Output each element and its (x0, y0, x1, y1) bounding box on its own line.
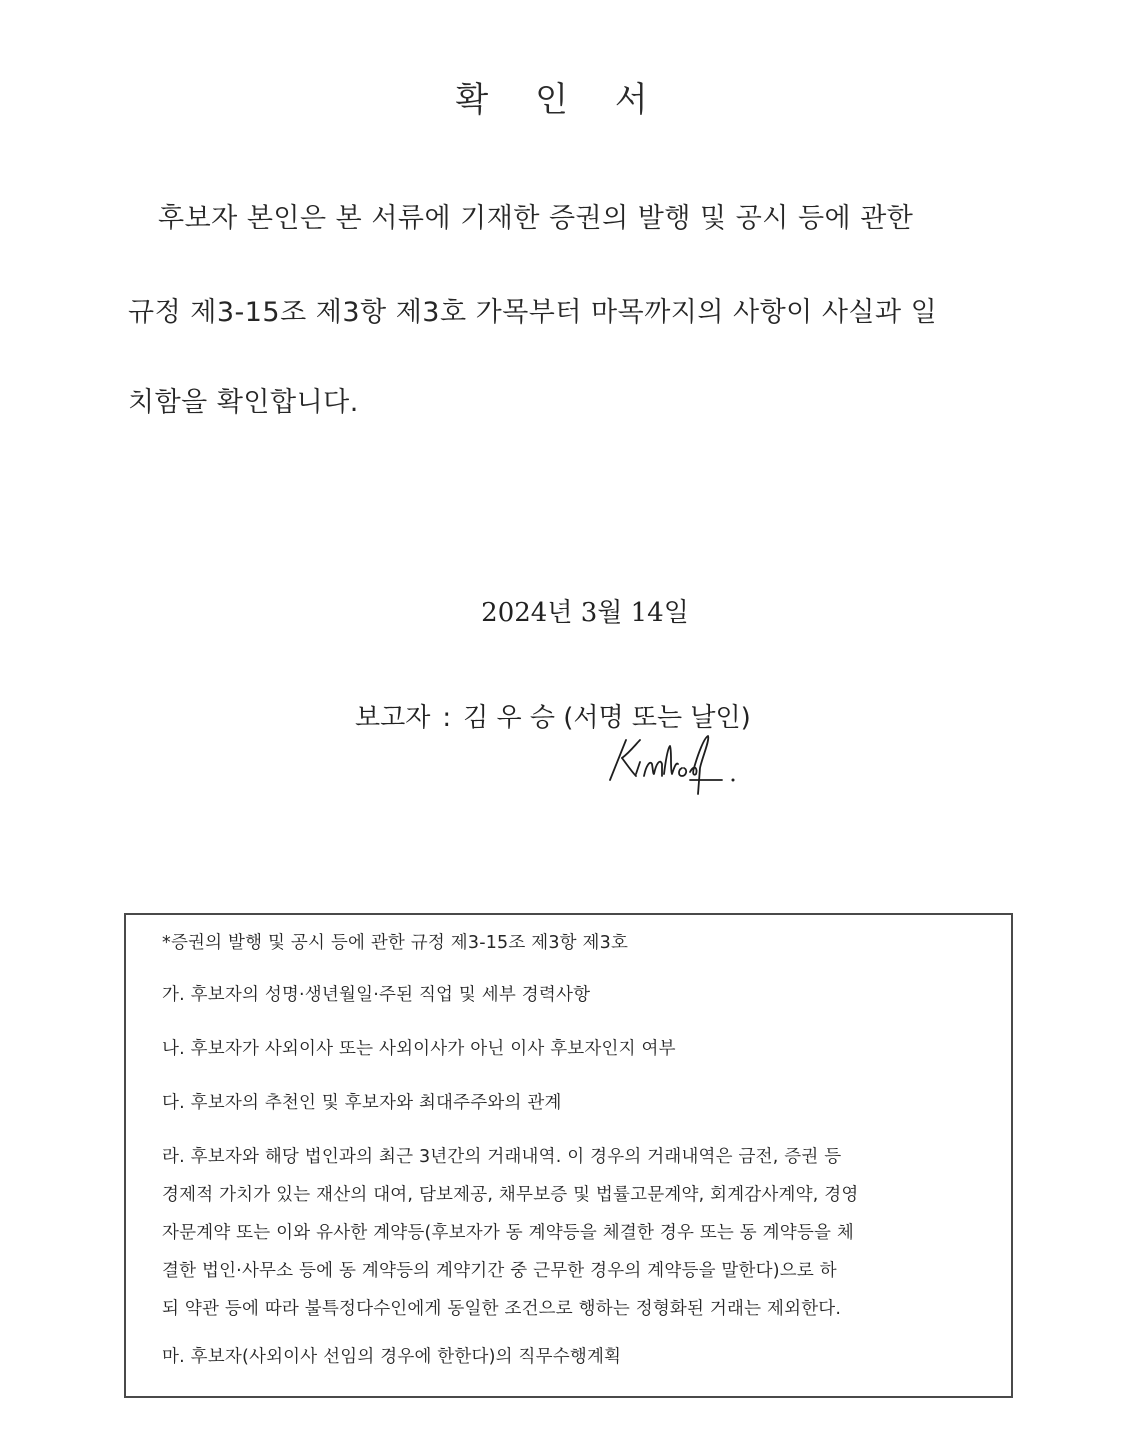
note-item-ra-cont-2: 자문계약 또는 이와 유사한 계약등(후보자가 동 계약등을 체결한 경우 또는 동 계약등을 체 (162, 1223, 854, 1243)
document-date: 2024년 3월 14일 (481, 598, 689, 628)
signature-note: (서명 또는 날인) (563, 703, 751, 733)
reporter-separator: : (442, 703, 452, 733)
note-item-ra-cont-4: 되 약관 등에 따라 불특정다수인에게 동일한 조건으로 행하는 정형화된 거래는 제외한다. (162, 1299, 842, 1319)
note-item-na: 나. 후보자가 사외이사 또는 사외이사가 아닌 이사 후보자인지 여부 (162, 1039, 676, 1059)
body-line-3: 치함을 확인합니다. (128, 387, 359, 418)
reporter-label: 보고자 (355, 703, 431, 733)
note-heading: *증권의 발행 및 공시 등에 관한 규정 제3-15조 제3항 제3호 (162, 933, 629, 953)
document-title: 확 인 서 (455, 80, 666, 120)
regulation-note-box (124, 913, 1013, 1398)
body-line-2: 규정 제3-15조 제3항 제3호 가목부터 마목까지의 사항이 사실과 일 (128, 297, 938, 328)
body-line-1: 후보자 본인은 본 서류에 기재한 증권의 발행 및 공시 등에 관한 (158, 203, 914, 234)
note-item-ra: 라. 후보자와 해당 법인과의 최근 3년간의 거래내역. 이 경우의 거래내역은 금전, 증권 등 (162, 1147, 842, 1167)
note-item-ma: 마. 후보자(사외이사 선임의 경우에 한한다)의 직무수행계획 (162, 1347, 622, 1367)
note-item-ra-cont-3: 결한 법인·사무소 등에 동 계약등의 계약기간 중 근무한 경우의 계약등을 말한다)으로 하 (162, 1261, 837, 1281)
note-item-da: 다. 후보자의 추천인 및 후보자와 최대주주와의 관계 (162, 1093, 562, 1113)
handwritten-signature (598, 728, 758, 798)
reporter-name: 김 우 승 (463, 703, 556, 733)
note-item-ra-cont-1: 경제적 가치가 있는 재산의 대여, 담보제공, 채무보증 및 법률고문계약, 회계감사계약, 경영 (162, 1185, 859, 1205)
note-item-ga: 가. 후보자의 성명·생년월일·주된 직업 및 세부 경력사항 (162, 985, 591, 1005)
